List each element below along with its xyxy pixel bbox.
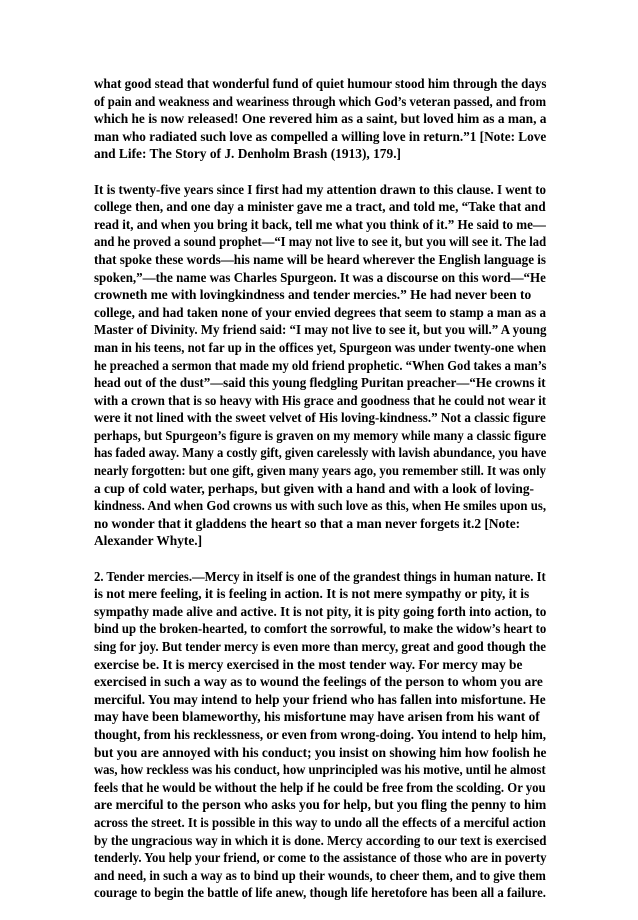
text-line: perhaps, but Spurgeon’s figure is graven on my memory while many a classic figure: [94, 427, 547, 443]
text-line: head out of the dust”—said this young fledgling Puritan preacher—“He crowns it: [94, 375, 546, 391]
text-line: and need, in such a way as to bind up their wounds, to cheer them, and to give them: [94, 867, 546, 883]
text-line: merciful. You may intend to help your friend who has fallen into misfortune. He: [94, 691, 546, 707]
text-line: was, how reckless was his conduct, how unprincipled was his motive, until he almost: [94, 762, 546, 778]
text-line: and he proved a sound prophet—“I may not live to see it, but you will see it. The lad: [94, 234, 547, 250]
text-line: and Life: The Story of J. Denholm Brash (1913), 179.]: [94, 146, 401, 162]
paragraph: [94, 568, 546, 902]
text-line: what good stead that wonderful fund of quiet humour stood him through the days: [94, 76, 547, 91]
paragraph: [94, 181, 546, 550]
paragraph: [94, 75, 546, 163]
text-line: college, and had taken none of your envied degrees that seem to stamp a man as a: [94, 304, 547, 320]
text-line: crowneth me with lovingkindness and tender mercies.” He had never been to: [94, 287, 532, 303]
text-line: man who radiated such love as compelled a willing love in return.”1 [Note: Love: [94, 128, 547, 144]
text-line: Master of Divinity. My friend said: “I may not live to see it, but you will.” A young: [94, 322, 547, 338]
text-line: It is twenty-five years since I first had my attention drawn to this clause. I went to: [94, 181, 547, 197]
text-line: exercise be. It is mercy exercised in the most tender way. For mercy may be: [94, 656, 523, 672]
text-line: may have been blameworthy, his misfortune may have arisen from his want of: [94, 709, 540, 725]
text-line: thought, from his recklessness, or even from wrong-doing. You intend to help him,: [94, 726, 546, 742]
text-line: he preached a sermon that made my old friend prophetic. “When God takes a man’s: [94, 357, 547, 373]
text-line: man in his teens, not far up in the offices yet, Spurgeon was under twenty-one when: [94, 339, 547, 355]
text-line: that spoke these words—his name will be heard wherever the English language is: [94, 251, 546, 267]
document-page: [94, 75, 546, 920]
text-line: is not mere feeling, it is feeling in action. It is not mere sympathy or pity, it is: [94, 586, 530, 602]
text-line: tenderly. You help your friend, or come to the assistance of those who are in poverty: [94, 850, 547, 866]
text-line: 2. Tender mercies.—Mercy in itself is one of the grandest things in human nature. It: [94, 568, 546, 584]
text-line: nearly forgotten: but one gift, given many years ago, you remember still. It was only: [94, 463, 546, 479]
text-line: sympathy made alive and active. It is not pity, it is pity going forth into action, to: [94, 603, 547, 619]
text-line: college then, and one day a minister gave me a tract, and told me, “Take that and: [94, 199, 546, 215]
text-line: a cup of cold water, perhaps, but given with a hand and with a look of loving-: [94, 480, 534, 496]
text-line: bind up the broken-hearted, to comfort the sorrowful, to make the widow’s heart to: [94, 621, 547, 637]
text-line: with a crown that is so heavy with His grace and goodness that he could not wear it: [94, 392, 547, 408]
text-line: read it, and when you bring it back, tell me what you think of it.” He said to me—: [94, 216, 546, 232]
text-line: by the ungracious way in which it is done. Mercy according to our text is exercised: [94, 832, 547, 848]
text-line: across the street. It is possible in this way to undo all the effects of a merciful action: [94, 814, 546, 830]
text-line: has faded away. Many a costly gift, given carelessly with lavish abundance, you have: [94, 445, 547, 461]
text-line: courage to begin the battle of life anew, though life heretofore has been all a failure.: [94, 885, 546, 901]
text-line: feels that he would be without the help if he could be free from the scolding. Or you: [94, 779, 546, 795]
text-line: no wonder that it gladdens the heart so that a man never forgets it.2 [Note:: [94, 515, 521, 531]
text-line: exercised in such a way as to wound the feelings of the person to whom you are: [94, 674, 543, 690]
text-line: sing for joy. But tender mercy is even more than mercy, great and good though the: [94, 639, 547, 654]
text-line: spoken,”—the name was Charles Spurgeon. It was a discourse on this word—“He: [94, 269, 546, 285]
text-line: kindness. And when God crowns us with such love as this, when He smiles upon us,: [94, 498, 547, 514]
text-line: were it not lined with the sweet velvet of His loving-kindness.” Not a classic figure: [94, 410, 546, 426]
text-line: but you are annoyed with his conduct; you insist on showing him how foolish he: [94, 744, 547, 760]
text-line: Alexander Whyte.]: [94, 533, 203, 549]
text-line: are merciful to the person who asks you for help, but you fling the penny to him: [94, 797, 547, 813]
text-line: which he is now released! One revered him as a saint, but loved him as a man, a: [94, 111, 547, 127]
text-line: of pain and weakness and weariness through which God’s veteran passed, and from: [94, 93, 547, 109]
